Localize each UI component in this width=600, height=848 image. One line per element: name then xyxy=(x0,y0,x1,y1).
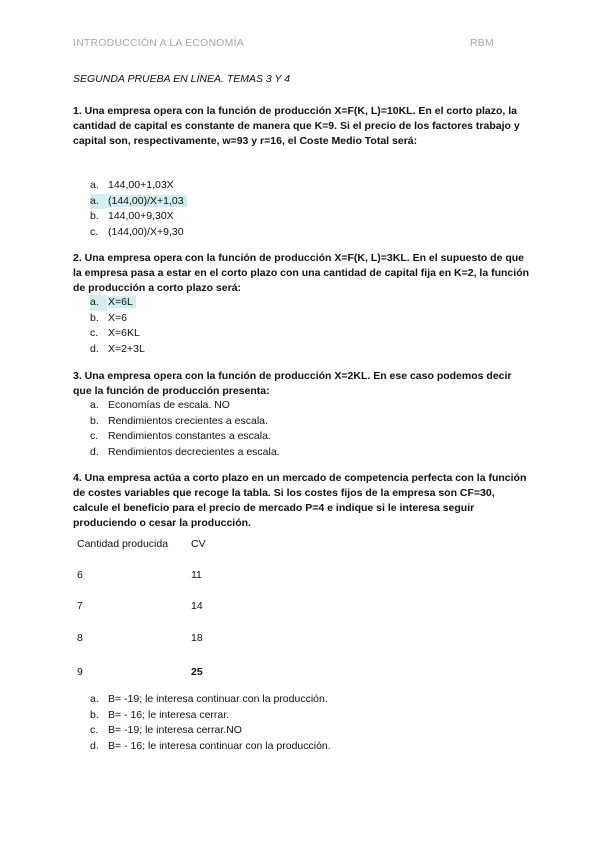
option-item: b. 144,00+9,30X xyxy=(90,210,174,222)
option-item-highlighted: a. (144,00)/X+1,03 xyxy=(90,194,187,210)
question-1-options xyxy=(90,178,187,240)
question-1-text: 1. Una empresa opera con la función de producción X=F(K, L)=10KL. En el corto plazo, la cantidad de capital es constante de manera que K=9. Si el precio de los factores trabajo y capital son, respectivamente, w=93 y r=16, el Coste Medio Total será: xyxy=(73,105,520,147)
option-item: b. B= - 16; le interesa cerrar. xyxy=(90,708,230,721)
option-item: d. B= - 16; le interesa continuar con la producción. xyxy=(90,739,331,752)
option-item: a. 144,00+1,03X xyxy=(90,179,174,191)
option-item: d. Rendimientos decrecientes a escala. xyxy=(90,445,280,458)
exam-title: SEGUNDA PRUEBA EN LÍNEA. TEMAS 3 Y 4 xyxy=(73,73,291,85)
option-item-highlighted: a. X=6L xyxy=(90,295,145,311)
option-item: b. X=6 xyxy=(90,311,127,324)
column-header-quantity: Cantidad producida xyxy=(77,538,169,550)
option-item: c. Rendimientos constantes a escala. xyxy=(90,430,271,442)
page-header xyxy=(73,37,600,49)
option-item: c. (144,00)/X+9,30 xyxy=(90,225,184,238)
column-header-cv: CV xyxy=(191,538,206,550)
question-3-options xyxy=(90,398,280,460)
question-2-text: 2. Una empresa opera con la función de producción X=F(K, L)=3KL. En el supuesto de que la empresa pasa a estar en el corto plazo con una cantidad de capital fija en K=2, la función de producción a corto plazo será: xyxy=(73,252,530,294)
option-item: a. Economías de escala. NO xyxy=(90,399,230,411)
option-item: c. B= -19; le interesa cerrar.NO xyxy=(90,724,242,736)
option-item: d. X=2+3L xyxy=(90,342,145,355)
question-4-text: 4. Una empresa actúa a corto plazo en un mercado de competencia perfecta con la función de costes variables que recoge la tabla. Si los costes fijos de la empresa son CF=30, calcule el beneficio para el precio de mercado P=4 e indique si le interesa seguir produciendo o cesar la producción. xyxy=(73,472,527,529)
table-row: 8 18 xyxy=(77,632,203,644)
table-row: 6 11 xyxy=(77,569,202,581)
table-header-row xyxy=(77,538,377,553)
header-author-initials: RBM xyxy=(470,37,494,49)
option-item: a. B= -19; le interesa continuar con la producción. xyxy=(90,693,328,705)
question-2-options xyxy=(90,295,145,357)
option-item: b. Rendimientos crecientes a escala. xyxy=(90,414,268,427)
question-3-text: 3. Una empresa opera con la función de producción X=2KL. En ese caso podemos decir que la función de producción presenta: xyxy=(73,370,512,397)
option-item: c. X=6KL xyxy=(90,327,140,339)
header-course-title: INTRODUCCIÓN A LA ECONOMÍA xyxy=(73,37,244,49)
question-4-options xyxy=(90,692,331,754)
table-row: 7 14 xyxy=(77,600,203,612)
table-row: 9 25 xyxy=(77,666,203,678)
